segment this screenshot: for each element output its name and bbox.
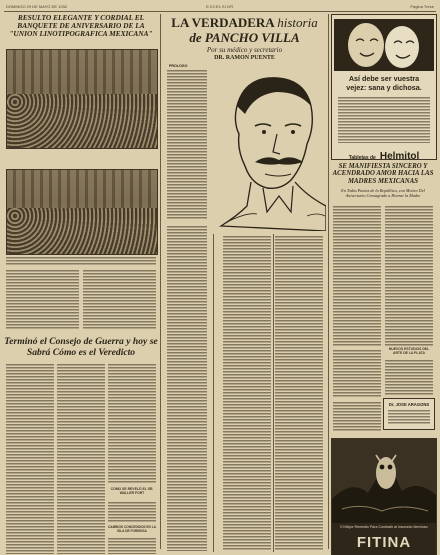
article-text [385, 360, 433, 396]
prologue-label: PROLOGO [169, 64, 188, 68]
side-box-title-2: CAMBIOS CONCEDIDOS EN LA ISLA DE FORMOSA [108, 525, 156, 533]
column-rule [273, 234, 274, 552]
page-header [4, 3, 436, 12]
ad1-brand: Helmitol [379, 151, 420, 162]
fitina-ad [331, 438, 437, 555]
doctor-ad [383, 398, 435, 430]
article-text [275, 236, 323, 551]
silver-box-title: NUEVOS ESTUDIOS DEL ARTE DE LA PLATA [388, 347, 430, 355]
villa-title [163, 16, 326, 30]
article-text [83, 270, 156, 330]
owl-illustration [332, 439, 436, 523]
villa-title-italic: historia [277, 15, 318, 30]
ad1-line2: vejez: sana y dichosa. [346, 83, 422, 92]
article-text [333, 206, 381, 346]
fitina-tagline: El Mejor Remedio Para Combatir al Insomnio Nervioso [340, 525, 428, 529]
banquet-photo-2 [6, 169, 158, 255]
ad1-brand-prefix: Tabletas de [348, 155, 376, 161]
header-page-number: Pagina Trece [410, 4, 434, 9]
article-text [223, 236, 271, 551]
ad-text [338, 97, 430, 143]
doctor-ad-name: Dr. JOSE ARAGONS [388, 402, 430, 407]
article-text [333, 350, 381, 398]
ad1-line1: Así debe ser vuestra [348, 74, 420, 83]
helmitol-ad [331, 14, 437, 160]
elderly-couple-illustration [334, 19, 434, 71]
article-text [385, 206, 433, 346]
article-text [333, 402, 381, 432]
article-text [6, 270, 79, 330]
article-text [167, 226, 207, 551]
villa-subtitle: Por su médico y secretario [206, 46, 283, 54]
fitina-brand: FITINA [356, 534, 412, 551]
article-text [108, 364, 156, 484]
villa-byline: DR. RAMON PUENTE [214, 55, 275, 61]
column-rule [160, 14, 161, 549]
pancho-villa-portrait [207, 66, 326, 231]
article-text [108, 538, 156, 554]
mothers-headline: SE MANIFIESTA SINCERO Y ACENDRADO AMOR HACIA LAS MADRES MEXICANAS [332, 163, 434, 185]
header-date: DOMINGO 29 DE MAYO DE 1932 [6, 4, 68, 9]
banquet-photo-1 [6, 49, 158, 149]
villa-title-line1: LA VERDADERA [171, 15, 274, 30]
villa-title-line2: de PANCHO VILLA [189, 30, 300, 45]
column-rule [213, 234, 214, 552]
article-text [57, 364, 105, 554]
left-headline: RESULTO ELEGANTE Y CORDIAL EL BANQUETE DE ANIVERSARIO DE LA "UNION LINOTIPOGRAFICA MEXICANA" [9, 13, 153, 38]
mothers-subhead: En Todos Puntos de la República, con Motivo Del Aniversario Consagrado a Honrar la Madre [341, 188, 425, 198]
ad-text [388, 410, 430, 425]
column-rule [328, 14, 329, 549]
council-headline: Terminó el Consejo de Guerra y hoy se Sabrá Cómo es el Veredicto [4, 336, 158, 358]
ad1-brand-line [334, 146, 434, 164]
side-box-title: COMO SE REVELÓ EL SR. WALLER FORT [110, 487, 154, 495]
article-text [6, 364, 54, 554]
photo-caption-text [6, 257, 156, 266]
article-text [108, 502, 156, 522]
header-masthead: EXCELSIOR [206, 4, 234, 9]
article-text [167, 70, 207, 220]
